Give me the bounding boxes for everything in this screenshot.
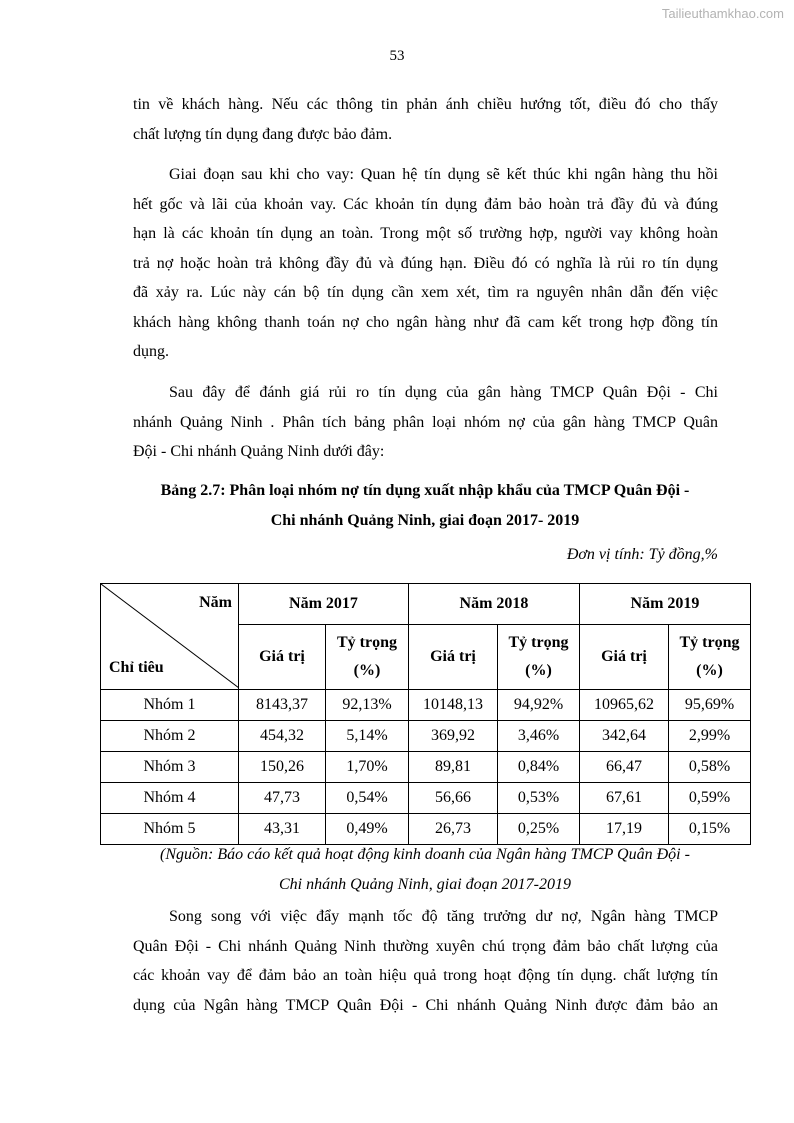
- table-cell: 0,15%: [669, 814, 751, 845]
- paragraph-4: [133, 902, 718, 1020]
- share-header-line: Tỷ trọng: [337, 634, 397, 651]
- text-line: các khoản vay để đảm bảo an toàn hiệu quả trong hoạt động tín dụng. chất lượng tín: [133, 967, 718, 984]
- table-cell: 5,14%: [326, 721, 409, 752]
- text-line: đã xảy ra. Lúc này cán bộ tín dụng cần xem xét, tìm ra nguyên nhân dẫn đến việc: [133, 284, 718, 301]
- text-line: hết gốc và lãi của khoản vay. Các khoản tín dụng đảm bảo hoàn trả đầy đủ và đúng: [133, 195, 718, 213]
- year-header: Năm 2018: [409, 584, 580, 625]
- share-header-line: (%): [353, 662, 381, 679]
- table-cell: 150,26: [239, 752, 326, 783]
- table-cell: 0,84%: [498, 752, 580, 783]
- table-row: [101, 690, 751, 721]
- source-line: (Nguồn: Báo cáo kết quả hoạt động kinh doanh của Ngân hàng TMCP Quân Đội -: [160, 846, 690, 863]
- text-line: Song song với việc đẩy mạnh tốc độ tăng trưởng dư nợ, Ngân hàng TMCP: [169, 908, 718, 925]
- year-header: Năm 2019: [580, 584, 751, 625]
- table-cell: 95,69%: [669, 690, 751, 721]
- share-header: [326, 625, 409, 690]
- row-label: Nhóm 3: [101, 752, 239, 783]
- table-cell: 56,66: [409, 783, 498, 814]
- paragraph-1: [133, 90, 718, 149]
- table-caption: [100, 476, 750, 536]
- share-header: [669, 625, 751, 690]
- row-label: Nhóm 5: [101, 814, 239, 845]
- row-label: Nhóm 2: [101, 721, 239, 752]
- table-cell: 47,73: [239, 783, 326, 814]
- row-label: Nhóm 1: [101, 690, 239, 721]
- corner-indicator-label: Chỉ tiêu: [109, 659, 164, 676]
- table-cell: 66,47: [580, 752, 669, 783]
- table-cell: 8143,37: [239, 690, 326, 721]
- table-cell: 94,92%: [498, 690, 580, 721]
- text-line: Đội - Chi nhánh Quảng Ninh dưới đây:: [133, 443, 385, 460]
- value-header: Giá trị: [409, 625, 498, 690]
- table-cell: 454,32: [239, 721, 326, 752]
- table-row: [101, 752, 751, 783]
- text-line: hạn là các khoản tín dụng an toàn. Trong một số trường hợp, người vay không hoàn: [133, 225, 718, 242]
- text-line: nhánh Quảng Ninh . Phân tích bảng phân loại nhóm nợ của gân hàng TMCP Quân: [133, 413, 718, 431]
- value-header: Giá trị: [580, 625, 669, 690]
- table-cell: 0,49%: [326, 814, 409, 845]
- table-cell: 0,53%: [498, 783, 580, 814]
- unit-label: Đơn vị tính: Tỷ đồng,%: [566, 546, 718, 563]
- text-line: Giai đoạn sau khi cho vay: Quan hệ tín dụng sẽ kết thúc khi ngân hàng thu hồi: [169, 166, 718, 183]
- text-line: tin về khách hàng. Nếu các thông tin phản ánh chiều hướng tốt, điều đó cho thấy: [133, 96, 718, 113]
- corner-year-label: Năm: [199, 594, 232, 611]
- table-cell: 3,46%: [498, 721, 580, 752]
- table-cell: 342,64: [580, 721, 669, 752]
- share-header-line: (%): [525, 662, 552, 679]
- table-cell: 0,59%: [669, 783, 751, 814]
- table-cell: 0,58%: [669, 752, 751, 783]
- value-header: Giá trị: [239, 625, 326, 690]
- table-cell: 89,81: [409, 752, 498, 783]
- corner-header-cell: [101, 584, 239, 690]
- year-header: Năm 2017: [239, 584, 409, 625]
- text-line: Quân Đội - Chi nhánh Quảng Ninh thường xuyên chú trọng đảm bảo chất lượng của: [133, 937, 718, 955]
- row-label: Nhóm 4: [101, 783, 239, 814]
- table-cell: 0,25%: [498, 814, 580, 845]
- table-caption-line: Bảng 2.7: Phân loại nhóm nợ tín dụng xuất nhập khẩu của TMCP Quân Đội -: [160, 482, 690, 499]
- table-cell: 26,73: [409, 814, 498, 845]
- table-source: [100, 840, 750, 900]
- table-cell: 17,19: [580, 814, 669, 845]
- share-header-line: Tỷ trọng: [679, 634, 740, 651]
- table-cell: 43,31: [239, 814, 326, 845]
- table-cell: 92,13%: [326, 690, 409, 721]
- text-line: chất lượng tín dụng đang được bảo đảm.: [133, 125, 393, 143]
- text-line: dụng của Ngân hàng TMCP Quân Đội - Chi nhánh Quảng Ninh được đảm bảo an: [133, 996, 718, 1014]
- table-caption-line: Chi nhánh Quảng Ninh, giai đoạn 2017- 2019: [270, 512, 580, 529]
- table-cell: 2,99%: [669, 721, 751, 752]
- table-cell: 0,54%: [326, 783, 409, 814]
- watermark: Tailieuthamkhao.com: [661, 6, 784, 21]
- source-line: Chi nhánh Quảng Ninh, giai đoạn 2017-2019: [278, 876, 571, 893]
- text-line: khách hàng không thanh toán nợ cho ngân hàng như đã cam kết trong hợp đồng tín: [133, 313, 718, 331]
- table-cell: 67,61: [580, 783, 669, 814]
- page-number: 53: [389, 48, 405, 64]
- table-cell: 10965,62: [580, 690, 669, 721]
- text-line: Sau đây để đánh giá rủi ro tín dụng của gân hàng TMCP Quân Đội - Chi: [169, 384, 718, 401]
- table-cell: 10148,13: [409, 690, 498, 721]
- paragraph-3: [133, 378, 718, 467]
- share-header-line: Tỷ trọng: [508, 634, 569, 651]
- table-cell: 1,70%: [326, 752, 409, 783]
- share-header: [498, 625, 580, 690]
- table-cell: 369,92: [409, 721, 498, 752]
- debt-classification-table: [100, 583, 751, 845]
- paragraph-2: [133, 160, 718, 367]
- text-line: trả nợ hoặc hoàn trả không đầy đủ và đúng hạn. Điều đó có nghĩa là rủi ro tín dụng: [133, 254, 718, 272]
- table-row: [101, 721, 751, 752]
- share-header-line: (%): [696, 662, 723, 679]
- table-row: [101, 783, 751, 814]
- text-line: dụng.: [133, 343, 169, 360]
